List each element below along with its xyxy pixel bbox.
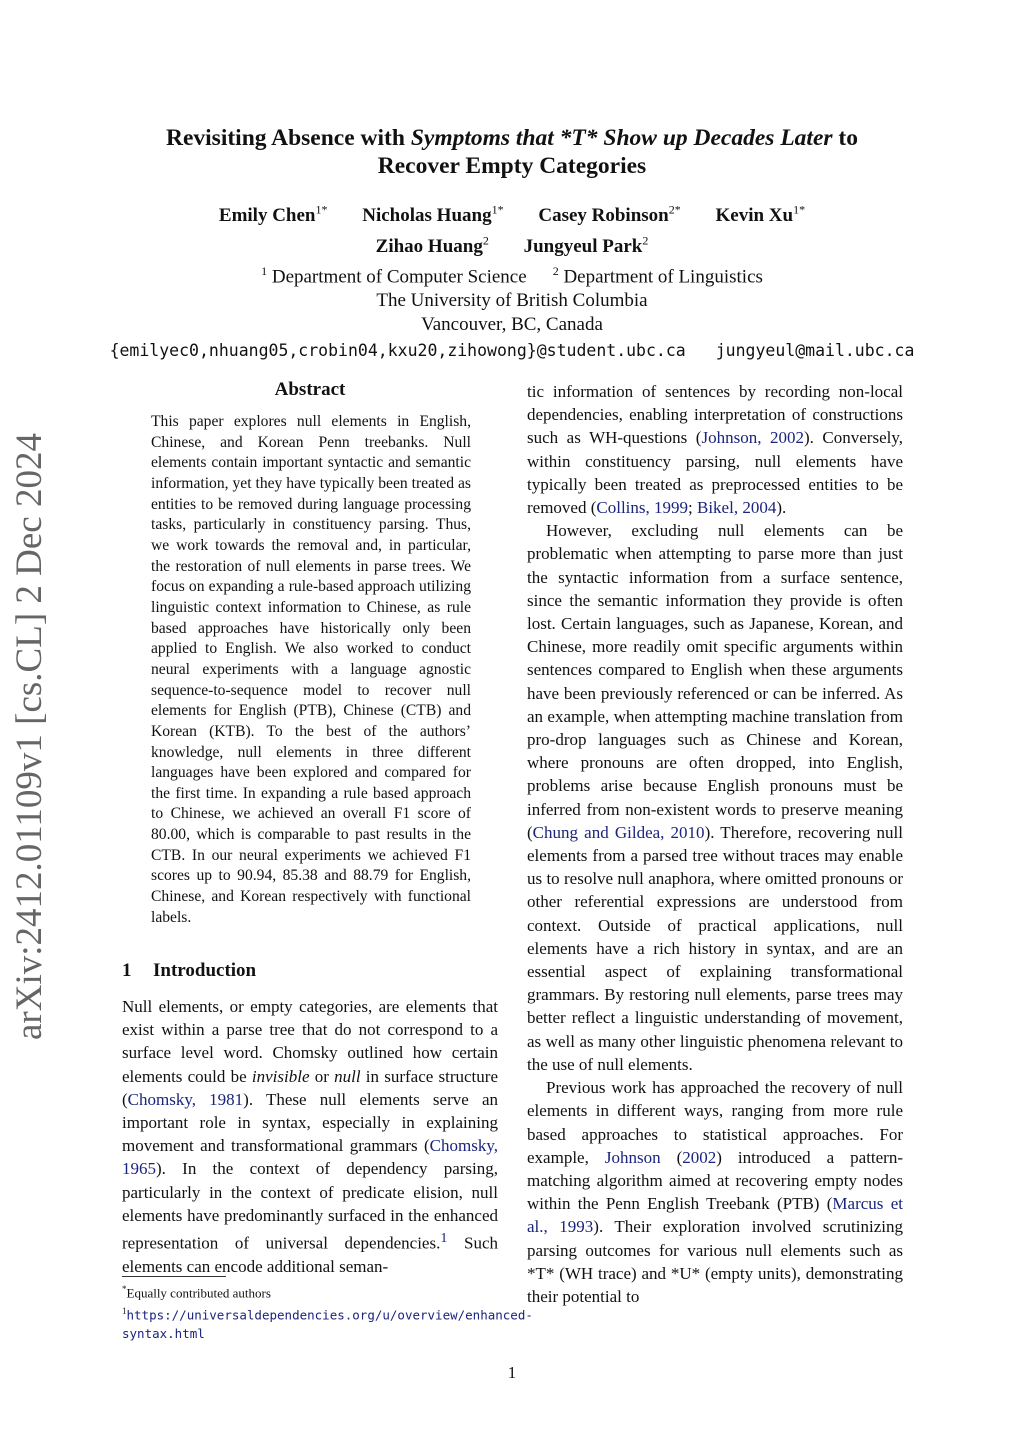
affiliation-location: Vancouver, BC, Canada: [421, 313, 603, 335]
section-title: Introduction: [153, 960, 257, 981]
footnotes: [122, 1280, 533, 1343]
section-heading: [122, 960, 256, 982]
citation-link[interactable]: Chomsky, 1981: [127, 1089, 244, 1109]
title-part1: Revisiting Absence with: [166, 125, 411, 151]
arxiv-identifier: arXiv:2412.01109v1 [cs.CL] 2 Dec 2024: [9, 433, 50, 1040]
footnote-equal-contribution: *Equally contributed authors: [122, 1284, 271, 1301]
section-number: 1: [122, 960, 132, 981]
title-italic: Symptoms that *T* Show up Decades Later: [410, 125, 833, 151]
email-students: {emilyec0,nhuang05,crobin04,kxu20,zihowong}@student.ubc.ca: [109, 340, 686, 360]
abstract-heading: Abstract: [274, 379, 346, 400]
intro-paragraph: Null elements, or empty categories, are elements that exist within a parse tree that do not correspond to a surface level word. Chomsky outlined how certain elements could be invisible or null in surface structure (Chomsky, 1981). These null elements serve an important role in syntax, especially in explaining movement and transformational grammars (Chomsky, 1965). In the context of dependency parsing, particularly in the context of predicate elision, null elements have predominantly surfaced in the enhanced representation of universal dependencies.$^1$ Such elements can encode additional seman-: [122, 997, 498, 1276]
citation-link[interactable]: Chung and Gildea, 2010: [532, 822, 705, 842]
affiliation-university: The University of British Columbia: [376, 289, 648, 311]
affiliation-departments: $^1$ Department of Computer Science $^2$ Department of Linguistics: [261, 263, 763, 287]
author: Jungyeul Park$^2$: [523, 233, 649, 257]
abstract-body: This paper explores null elements in English, Chinese, and Korean Penn treebanks. Null elements contain important syntactic and semantic information, yet they have typically been treated as entities to be removed during language processing tasks, particularly in constituency parsing. Thus, we work towards the removal and, in particular, the restoration of null elements in parse trees. We focus on expanding a rule-based approach utilizing linguistic context information to Chinese, as rule based approaches have historically only been applied to English. We also worked to conduct neural experiments with a language agnostic sequence-to-sequence model to recover null elements for English (PTB), Chinese (CTB) and Korean (KTB). To the best of the authors’ knowledge, null elements in three different languages have been explored and compared for the first time. In expanding a rule based approach to Chinese, we achieved an overall F1 score of 80.00, which is comparable to past results in the CTB. In our neural experiments we achieved F1 scores up to 90.94, 85.38 and 88.79 for English, Chinese, and Korean respectively with functional labels.: [151, 413, 471, 926]
page-number: 1: [507, 1363, 517, 1382]
intro-right-column: [527, 380, 903, 1308]
paper-title: [100, 124, 924, 180]
citation-link[interactable]: Johnson, 2002: [701, 428, 804, 448]
body-paragraph: However, excluding null elements can be problematic when attempting to parse more than just the syntactic information from a surface sentence, since the semantic information they provide is often lost. Certain languages, such as Japanese, Korean, and Chinese, more readily omit specific arguments within sentences compared to English when these arguments have been previously referenced or can be inferred. As an example, when attempting machine translation from pro-drop languages such as Chinese and Korean, where pronouns are often dropped, into English, problems arise because English pronouns must be inferred from non-existent words to preserve meaning (Chung and Gildea, 2010). Therefore, recovering null elements from a parsed tree without traces may enable us to resolve null anaphora, where omitted pronouns or other referential expressions are understood from context. Outside of practical applications, null elements have a rich history in syntax, and are an essential aspect of explaining transformational grammars. By restoring null elements, parse trees may better reflect a linguistic understanding of movement, as well as many other linguistic phenomena relevant to the use of null elements.: [527, 521, 903, 1074]
citation-link[interactable]: Bikel, 2004: [697, 498, 777, 518]
intro-left-column: [122, 995, 498, 1278]
author-emails: [90, 339, 934, 363]
citation-link[interactable]: Collins, 1999: [596, 498, 689, 518]
body-paragraph: tic information of sentences by recording non-local dependencies, enabling interpretation of constructions such as WH-questions (Johnson, 2002). Conversely, within constituency parsing, null elements have typically been treated as preprocessed entities to be removed (Collins, 1999; Bikel, 2004).: [527, 382, 903, 518]
email-supervisor: jungyeul@mail.ubc.ca: [715, 340, 915, 360]
footnote-url: $^1$https://universaldependencies.org/u/overview/enhanced-syntax.html: [122, 1306, 533, 1341]
footnote-marker[interactable]: 1: [440, 1230, 448, 1247]
citation-link[interactable]: Chomsky, 1965: [122, 1136, 498, 1179]
author: Emily Chen$^{1*}$: [218, 203, 328, 227]
citation-link[interactable]: Johnson: [604, 1147, 661, 1167]
title-line2: Recover Empty Categories: [377, 153, 647, 179]
author: Casey Robinson$^{2*}$: [538, 203, 681, 227]
body-paragraph: Previous work has approached the recovery of null elements in different ways, ranging from more rule based approaches to statistical approaches. For example, Johnson (2002) introduced a pattern-matching algorithm aimed at recovering empty nodes within the Penn English Treebank (PTB) (Marcus et al., 1993). Their exploration involved scrutinizing parsing outcomes for various null elements such as *T* (WH trace) and *U* (empty units), demonstrating their potential to: [527, 1078, 904, 1306]
author-block: [90, 198, 934, 363]
authors-row-2: [90, 228, 934, 258]
footnote-divider: [122, 1276, 226, 1277]
authors-row-1: [90, 198, 934, 228]
title-part2: to: [832, 125, 858, 151]
footnote-link[interactable]: https://universaldependencies.org/u/overview/enhanced-syntax.html: [122, 1307, 533, 1341]
citation-link[interactable]: Marcus et al., 1993: [527, 1194, 903, 1237]
citation-link[interactable]: 2002: [682, 1147, 717, 1167]
author: Kevin $Xu^{1*}$: [715, 203, 806, 227]
author: Nicholas Huang$^{1*}$: [362, 203, 504, 227]
author: Zihao Huang$^2$: [375, 233, 489, 257]
